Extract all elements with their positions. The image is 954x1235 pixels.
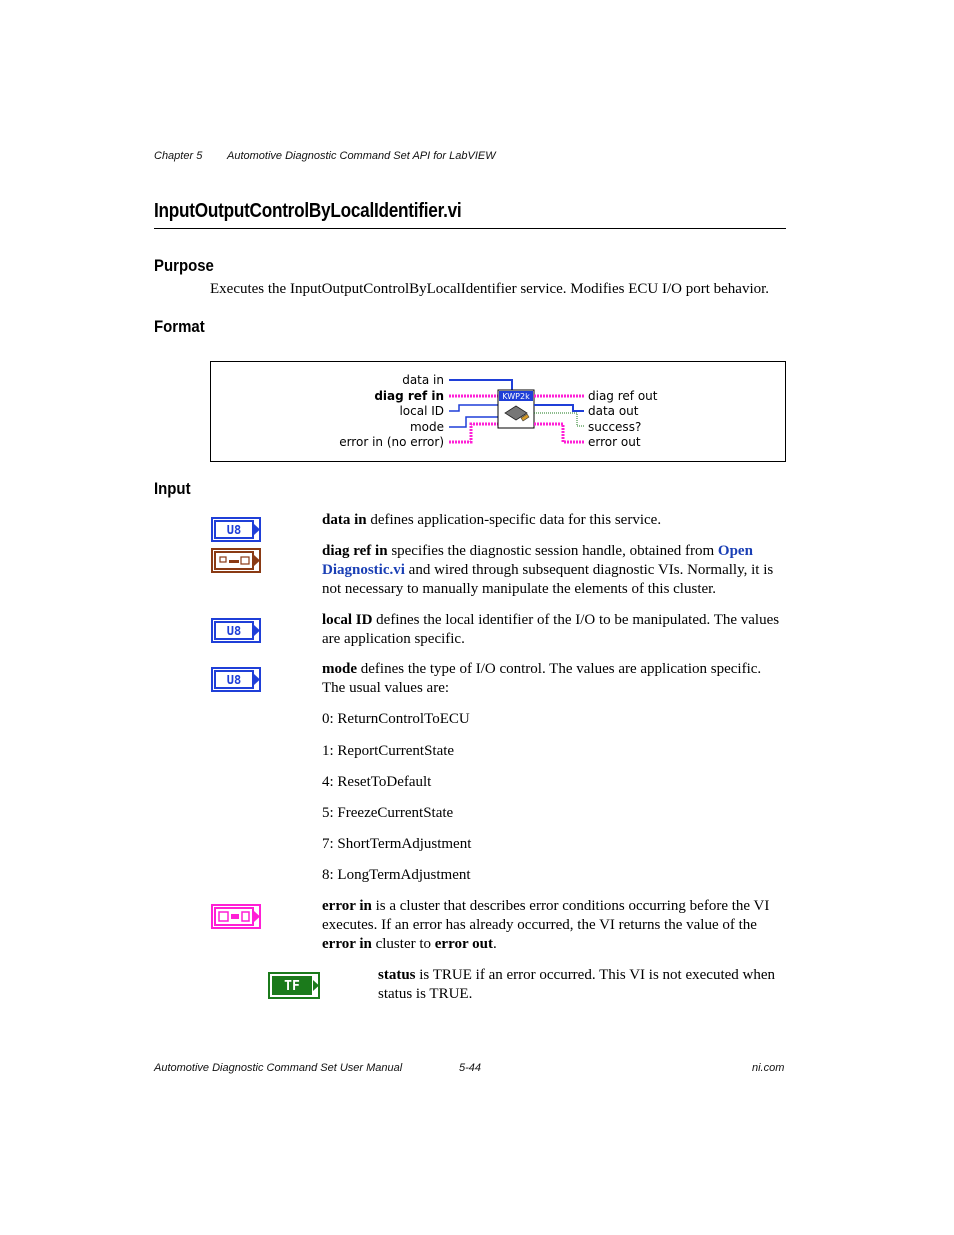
title-rule [154, 228, 786, 229]
svg-text:U8: U8 [226, 624, 242, 638]
diagram-label-error-out: error out [588, 435, 641, 449]
wire-data-out [534, 405, 584, 411]
purpose-heading: Purpose [154, 256, 214, 275]
diag-ref-cluster-icon [211, 548, 263, 574]
header-section: Automotive Diagnostic Command Set API for LabVIEW [227, 150, 496, 162]
format-heading: Format [154, 317, 205, 336]
header-chapter: Chapter 5 [154, 150, 203, 162]
param-status: status is TRUE if an error occurred. This VI is not executed when status is TRUE. [378, 967, 776, 1002]
svg-text:TF: TF [284, 979, 300, 994]
mode-value: 5: FreezeCurrentState [322, 805, 454, 821]
footer-page-number: 5-44 [459, 1062, 482, 1074]
vi-node-label: KWP2k [502, 392, 530, 401]
input-heading: Input [154, 479, 191, 498]
connector-pane-diagram [210, 361, 786, 462]
param-diag-ref-in: diag ref in specifies the diagnostic session handle, obtained from Open Diagnostic.vi and wired through subsequent diagnostic VIs. Normally, it is not necessary to manually manipulate the elements of this cluster. [322, 543, 774, 597]
error-cluster-icon [211, 904, 263, 930]
mode-value: 1: ReportCurrentState [322, 743, 455, 759]
diagram-label-diag-ref-out: diag ref out [588, 389, 658, 403]
u8-icon [211, 667, 263, 693]
u8-icon [211, 517, 263, 543]
diagram-label-mode: mode [409, 420, 444, 434]
diagram-label-success: success? [588, 420, 642, 434]
svg-text:U8: U8 [226, 523, 242, 537]
svg-text:U8: U8 [226, 673, 242, 687]
param-mode: mode defines the type of I/O control. The values are application specific. The usual values are: [322, 661, 762, 696]
param-error-in: error in is a cluster that describes error conditions occurring before the VI executes. If an error has already occurred, the VI returns the value of the error in cluster to error out. [322, 898, 770, 952]
page-title: InputOutputControlByLocalIdentifier.vi [154, 200, 462, 222]
boolean-tf-icon [268, 972, 322, 1000]
diagram-label-local-id: local ID [399, 404, 444, 418]
diagram-label-error-in: error in (no error) [339, 435, 444, 449]
diagram-label-data-out: data out [588, 404, 639, 418]
mode-value: 4: ResetToDefault [322, 774, 432, 790]
u8-icon [211, 618, 263, 644]
diagram-label-data-in: data in [402, 373, 444, 387]
footer-manual: Automotive Diagnostic Command Set User Manual [154, 1062, 403, 1074]
purpose-text: Executes the InputOutputControlByLocalIdentifier service. Modifies ECU I/O port behavior. [210, 281, 770, 297]
diagram-label-diag-ref-in: diag ref in [374, 389, 444, 403]
param-local-id: local ID defines the local identifier of the I/O to be manipulated. The values are application specific. [322, 612, 780, 647]
wire-local-id [449, 405, 498, 411]
footer-site: ni.com [752, 1062, 785, 1074]
mode-value: 8: LongTermAdjustment [322, 867, 471, 883]
param-data-in: data in defines application-specific data for this service. [322, 512, 662, 528]
mode-value: 7: ShortTermAdjustment [322, 836, 472, 852]
open-diagnostic-link[interactable]: Open Diagnostic.vi [322, 543, 753, 578]
connector-pane-svg [211, 362, 785, 461]
mode-value: 0: ReturnControlToECU [322, 711, 470, 727]
wire-error-out [534, 424, 584, 442]
